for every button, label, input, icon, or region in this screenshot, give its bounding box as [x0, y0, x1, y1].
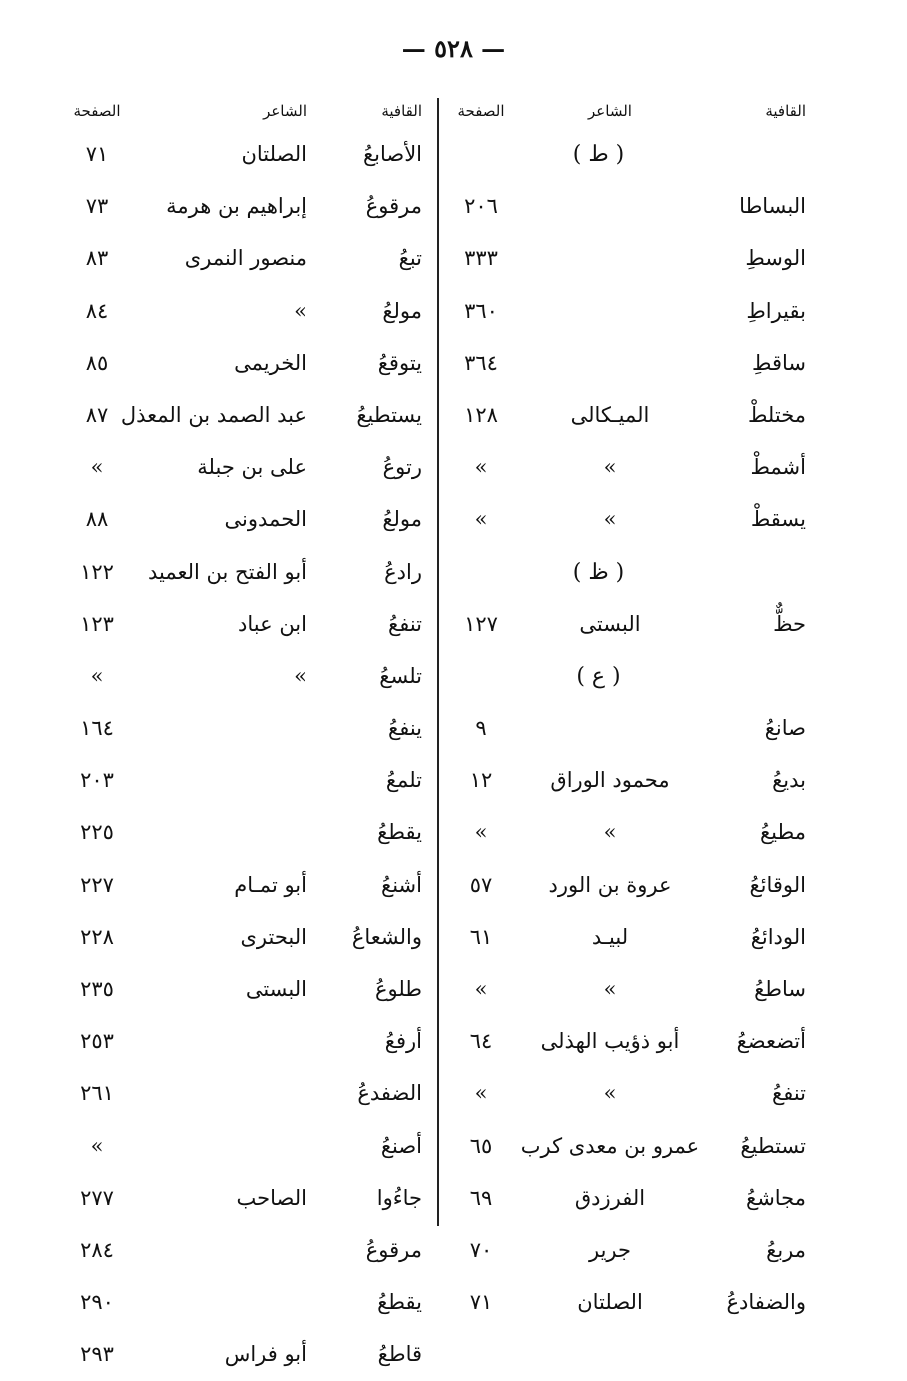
index-row	[62, 650, 434, 702]
page-number: — ٥٢٨ —	[401, 34, 506, 63]
poet-cell: ابن عباد	[238, 611, 307, 636]
poet-cell: أبو الفتح بن العميد	[148, 559, 307, 584]
index-row	[62, 702, 434, 754]
rhyme-cell: مولعُ	[382, 507, 422, 532]
page-number-cell: ٣٦٤	[464, 350, 498, 375]
rhyme-cell: أصنعُ	[380, 1133, 422, 1158]
index-row	[62, 806, 434, 858]
poet-cell: عبد الصمد بن المعذل	[120, 402, 307, 427]
page-number-cell: ٦٥	[469, 1133, 493, 1158]
rhyme-cell: والضفادعُ	[726, 1290, 806, 1315]
poet-cell: »	[603, 1081, 617, 1106]
index-row	[62, 1276, 434, 1328]
rhyme-cell: يسقطْ	[750, 507, 806, 532]
index-row	[62, 598, 434, 650]
page-number-cell: ٢٨٤	[80, 1237, 114, 1262]
page-number-cell: ٧٠	[469, 1237, 493, 1262]
rhyme-cell: مرقوعُ	[365, 1237, 422, 1262]
header-rhyme: القافية	[381, 102, 422, 120]
poet-cell: على بن جبلة	[197, 455, 307, 480]
rhyme-cell: بديعُ	[772, 768, 806, 793]
poet-cell: الميـكالى	[570, 402, 650, 427]
rhyme-cell: ساقطِ	[752, 350, 806, 375]
page-number-cell: »	[90, 663, 104, 688]
page-number-cell: »	[474, 507, 488, 532]
rhyme-cell: مولعُ	[382, 298, 422, 323]
index-row	[440, 1276, 812, 1328]
index-row	[440, 1120, 812, 1172]
poet-cell: »	[294, 663, 307, 688]
page-number-cell: ١٢٨	[464, 402, 498, 427]
page-number-cell: ٦٩	[469, 1185, 493, 1210]
index-row	[62, 337, 434, 389]
rhyme-cell: أتضعضعُ	[736, 1029, 806, 1054]
rhyme-cell: مربعُ	[766, 1237, 806, 1262]
poet-cell: الصلتان	[241, 142, 307, 166]
index-row	[62, 1328, 434, 1380]
page-number-cell: ١٦٤	[80, 716, 114, 741]
poet-cell: عمرو بن معدى كرب	[520, 1133, 700, 1158]
column-divider	[437, 98, 439, 1226]
page-number-cell: ٢٠٣	[80, 768, 114, 793]
page-number-cell: ٨٥	[85, 350, 109, 375]
page-number-cell: ٧١	[85, 142, 109, 166]
header-page: الصفحة	[457, 102, 505, 120]
poet-cell: الحمدونى	[224, 507, 307, 532]
rhyme-cell: مطيعُ	[760, 820, 806, 845]
page-number-cell: ٥٧	[469, 872, 493, 897]
page-number-cell: ٢٢٧	[80, 872, 114, 897]
page-number-cell: ٧٣	[85, 194, 109, 219]
poet-cell: منصور النمرى	[184, 246, 307, 271]
rhyme-cell: قاطعُ	[377, 1342, 422, 1367]
page-number-cell: ١٢٣	[80, 611, 114, 636]
index-row	[440, 337, 812, 389]
letter-heading-text: ( ط )	[572, 142, 625, 167]
page-number-cell: ٦٤	[469, 1029, 493, 1054]
index-row	[440, 702, 812, 754]
page-number-cell: ٢٠٦	[464, 194, 498, 219]
page-number-cell: »	[474, 977, 488, 1001]
poet-cell: إبراهيم بن هرمة	[166, 194, 307, 219]
page-number-cell: »	[90, 1133, 104, 1158]
index-row	[62, 285, 434, 337]
right-column	[440, 100, 812, 1328]
page-number-cell: ١٢٢	[80, 559, 114, 584]
index-row	[62, 128, 434, 180]
page-number-cell: ٢٣٥	[80, 977, 114, 1001]
poet-cell: البستى	[579, 611, 641, 636]
index-row	[62, 232, 434, 284]
index-row	[440, 493, 812, 545]
rhyme-cell: بقيراطِ	[746, 298, 806, 323]
rhyme-cell: الضفدعُ	[357, 1081, 422, 1106]
rhyme-cell: تلمعُ	[385, 768, 422, 793]
letter-heading-text: ( ظ )	[572, 559, 625, 585]
letter-section-heading	[440, 546, 812, 598]
letter-heading-text: ( ع )	[576, 663, 621, 689]
index-row	[440, 441, 812, 493]
rhyme-cell: صانعُ	[764, 716, 806, 741]
rhyme-cell: يقطعُ	[377, 820, 422, 845]
index-row	[62, 859, 434, 911]
letter-section-heading	[440, 650, 812, 702]
page-number-cell: ٨٧	[85, 402, 109, 427]
rhyme-cell: الأصابعُ	[362, 142, 422, 166]
rhyme-cell: تنفعُ	[388, 611, 422, 636]
poet-cell: الخريمى	[234, 350, 307, 375]
index-row	[62, 1120, 434, 1172]
rhyme-cell: مرقوعُ	[365, 194, 422, 219]
page-number-cell: ١٢	[469, 768, 493, 793]
index-row	[440, 806, 812, 858]
page-number-cell: ٣٦٠	[464, 298, 498, 323]
poet-cell: »	[603, 820, 617, 845]
rhyme-cell: يقطعُ	[377, 1290, 422, 1315]
rhyme-cell: والشعاعُ	[351, 924, 422, 949]
index-row	[440, 1172, 812, 1224]
poet-cell: الفرزدق	[574, 1185, 646, 1210]
index-row	[440, 232, 812, 284]
index-row	[440, 389, 812, 441]
page-number-cell: ٢٦١	[80, 1081, 114, 1106]
index-row	[62, 1015, 434, 1067]
rhyme-cell: ينفعُ	[388, 716, 422, 741]
page-number-cell: »	[474, 1081, 488, 1106]
page-number-cell: ٢٩٣	[80, 1342, 114, 1367]
index-row	[62, 1172, 434, 1224]
index-row	[440, 1224, 812, 1276]
index-row	[62, 441, 434, 493]
index-row	[62, 389, 434, 441]
page-number-cell: »	[474, 455, 488, 480]
poet-cell: أبو تمـام	[234, 872, 307, 897]
index-row	[440, 598, 812, 650]
poet-cell: »	[603, 507, 617, 532]
index-row	[62, 1224, 434, 1276]
poet-cell: »	[603, 977, 617, 1001]
rhyme-cell: رتوعُ	[382, 455, 422, 480]
index-row	[440, 1015, 812, 1067]
poet-cell: »	[294, 298, 307, 323]
index-row	[440, 180, 812, 232]
page-number-cell: ٨٣	[85, 246, 109, 271]
rhyme-cell: الوقائعُ	[749, 872, 806, 897]
index-row	[440, 911, 812, 963]
page-number-cell: ٢٧٧	[80, 1185, 114, 1210]
poet-cell: جرير	[589, 1237, 631, 1262]
rhyme-cell: حظٌّ	[773, 611, 806, 636]
poet-cell: البحترى	[240, 924, 307, 949]
poet-cell: الصاحب	[236, 1185, 307, 1210]
page-number-cell: ٢٢٥	[80, 820, 114, 845]
letter-section-heading	[440, 128, 812, 180]
index-row	[440, 1067, 812, 1119]
rhyme-cell: رادعُ	[384, 559, 422, 584]
index-row	[440, 754, 812, 806]
poet-cell: أبو فراس	[224, 1342, 307, 1367]
rhyme-cell: الوسطِ	[745, 246, 806, 271]
rhyme-cell: الودائعُ	[750, 924, 806, 949]
page-number-cell: ٢٩٠	[80, 1290, 114, 1315]
poet-cell: عروة بن الورد	[548, 872, 672, 897]
rhyme-cell: جاءُوا	[376, 1185, 422, 1210]
header-poet: الشاعر	[263, 102, 307, 120]
column-header	[440, 100, 812, 128]
page-number-cell: ٢٥٣	[80, 1029, 114, 1054]
left-column	[62, 100, 434, 1381]
rhyme-cell: طلوعُ	[374, 977, 422, 1001]
rhyme-cell: يستطيعُ	[356, 402, 422, 427]
rhyme-cell: مجاشعُ	[746, 1185, 806, 1210]
rhyme-cell: البساطا	[739, 194, 806, 219]
poet-cell: أبو ذؤيب الهذلى	[540, 1029, 680, 1054]
index-row	[440, 963, 812, 1015]
index-row	[440, 285, 812, 337]
header-rhyme: القافية	[765, 102, 806, 120]
rhyme-cell: تنفعُ	[772, 1081, 806, 1106]
rhyme-cell: ساطعُ	[754, 977, 806, 1001]
page-number-cell: ٦١	[469, 924, 493, 949]
rhyme-cell: أشنعُ	[381, 872, 422, 897]
page-number-cell: ١٢٧	[464, 611, 498, 636]
index-row	[62, 754, 434, 806]
rhyme-cell: مختلطْ	[747, 402, 806, 427]
column-header	[62, 100, 434, 128]
index-row	[440, 859, 812, 911]
page-number-cell: »	[474, 820, 488, 845]
poet-cell: »	[603, 455, 617, 480]
page-number-cell: ٩	[475, 716, 487, 741]
page-number-cell: »	[90, 455, 104, 480]
page-number-cell: ٧١	[469, 1290, 493, 1315]
poet-cell: محمود الوراق	[550, 768, 670, 793]
rhyme-cell: أرفعُ	[384, 1029, 422, 1054]
header-poet: الشاعر	[588, 102, 632, 120]
poet-cell: لبيـد	[591, 924, 629, 949]
page-number-cell: ٢٢٨	[80, 924, 114, 949]
rhyme-cell: تبعُ	[398, 246, 422, 271]
index-row	[62, 963, 434, 1015]
page-number-cell: ٨٨	[85, 507, 109, 532]
header-page: الصفحة	[73, 102, 121, 120]
index-row	[62, 493, 434, 545]
page-number-cell: ٨٤	[85, 298, 109, 323]
rhyme-cell: تلسعُ	[379, 663, 422, 688]
rhyme-cell: تستطيعُ	[740, 1133, 806, 1158]
poet-cell: الصلتان	[577, 1290, 643, 1315]
page-number-cell: ٣٣٣	[464, 246, 498, 271]
poet-cell: البستى	[245, 977, 307, 1001]
index-row	[62, 911, 434, 963]
rhyme-cell: أشمطْ	[750, 455, 806, 480]
index-row	[62, 180, 434, 232]
index-row	[62, 1067, 434, 1119]
rhyme-cell: يتوقعُ	[377, 350, 422, 375]
index-row	[62, 546, 434, 598]
